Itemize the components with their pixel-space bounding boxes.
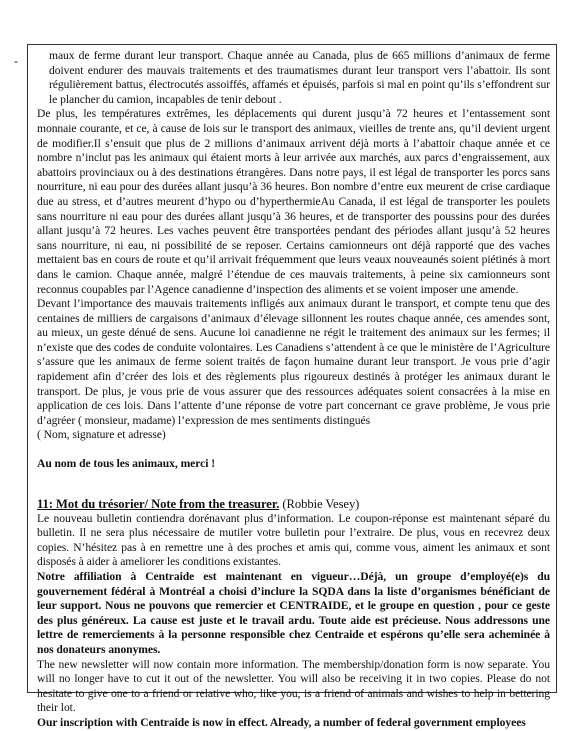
closing-line: Au nom de tous les animaux, merci ! <box>37 457 216 471</box>
section-author: (Robbie Vesey) <box>282 496 360 511</box>
page-content <box>37 49 550 729</box>
paragraph-transport-conditions: De plus, les températures extrêmes, les déplacements qui durent jusqu’à 72 heures et l’entassement sont monnaie courante, et ce, à cause de lois sur le transport des animaux, vieilles de trente ans, qu’il devient urgent de modifier.Il s’ensuit que plus de 2 millions d’animaux arrivent déjà morts à l’abattoir chaque année et ce nombre n’inclut pas les animaux qui étaient morts à leur arrivée aux marchés, aux parcs d’engraissement, aux abattoirs provinciaux ou à des destinations étrangères. Dans notre pays, il est légal de transporter les porcs sans nourriture, ni eau pour des durées allant jusqu’à 36 heures. Bon nombre d’entre eux meurent de crise cardiaque due au stress, et d’autres meurent d’hypo ou d’hyperthermieAu Canada, il est légal de transporter les poulets sans nourriture ni eau pour des durées allant jusqu’à 36 heures, et de transporter des poussins pour des durées allant jusqu’à 72 heures. Les vaches peuvent être transportées pendant des périodes allant jusqu’à 52 heures sans nourriture, ni eau, ni possibilité de se reposer. Certains camionneurs ont déjà rapporté que des vaches mettaient bas en cours de route et qu’il arrivait fréquemment que leurs veaux nouveaunés soient piétinés à mort dans le camion. Chaque année, malgré l’étendue de ces mauvais traitements, à peine six camionneurs sont reconnus coupables par l’Agence canadienne d’inspection des aliments et se voient imposer une amende. <box>37 107 550 296</box>
signature-line: ( Nom, signature et adresse) <box>37 428 166 442</box>
paragraph-centraide-fr: Notre affiliation à Centraide est maintenant en vigueur…Déjà, un groupe d’employé(e)s du gouvernement fédéral à Montréal a choisi d’inclure la SQDA dans la liste d’organismes bénéficiant de leur support. Nous ne pouvons que remercier et CENTRAIDE, et le groupe en question , pour ce geste des plus généreux. La cause est juste et le travail ardu. Toute aide est précieuse. Nous addressons une lettre de remerciements à la personne responsible chez Centraide et espérons qu’elle sera acheminée à nos donateurs anonymes. <box>37 570 550 656</box>
paragraph-centraide-en: Our inscription with Centraide is now in effect. Already, a number of federal government employees <box>37 715 526 729</box>
section-title: 11: Mot du trésorier/ Note from the treasurer. <box>37 496 280 511</box>
paragraph-request: Devant l’importance des mauvais traitements infligés aux animaux durant le transport, et compte tenu que des centaines de milliers de cargaisons d’animaux d’élevage sillonnent les routes chaque année, ces amendes sont, au mieux, un geste dénué de sens. Aucune loi canadienne ne régit le traitement des animaux sur les fermes; il n’existe que des codes de conduite volontaires. Les Canadiens s’attendent à ce que le ministère de l’Agriculture s’assure que les animaux de ferme soient traités de façon humaine durant leur transport. Je vous prie d’agir rapidement afin d’créer des lois et des règlements plus rigoureux destinés à protéger les animaux durant le transport. De plus, je vous prie de vous assurer que des ressources adéquates soient consacrées à la mise en application de ces lois. Dans l’attente d’une réponse de votre part concernant ce grave problème, Je vous prie d’agréer ( monsieur, madame) l’expression de mes sentiments distingués <box>37 297 550 427</box>
paragraph-new-newsletter: The new newsletter will now contain more information. The membership/donation form is now separate. You will no longer have to cut it out of the newsletter. You will also be receiving it in two copies. Please do not hesitate to give one to a friend or relative who, like you, is a friend of animals and wishes to help in bettering their lot. <box>37 657 550 715</box>
section-heading <box>37 496 550 512</box>
document-page <box>27 44 557 729</box>
margin-mark: - <box>14 54 18 68</box>
paragraph-intro: maux de ferme durant leur transport. Chaque année au Canada, plus de 665 millions d’animaux de ferme doivent endurer des mauvais traitements et des traumatismes durant leur transport vers l’abattoir. Ils sont régulièrement battus, électrocutés assoiffés, affamés et épuisés, parfois si mal en point qu’ils s’effondrent sur le plancher du camion, incapables de tenir debout . <box>49 49 550 106</box>
paragraph-new-bulletin: Le nouveau bulletin contiendra dorénavant plus d’information. Le coupon-réponse est maintenant séparé du bulletin. Il ne sera plus nécessaire de mutiler votre bulletin pour l’extraire. De plus, vous en recevrez deux copies. N’hésitez pas à en remettre une à des proches et amis qui, comme vous, aiment les animaux et sont disposés à aider à ameliorer les conditions existantes. <box>37 511 550 569</box>
